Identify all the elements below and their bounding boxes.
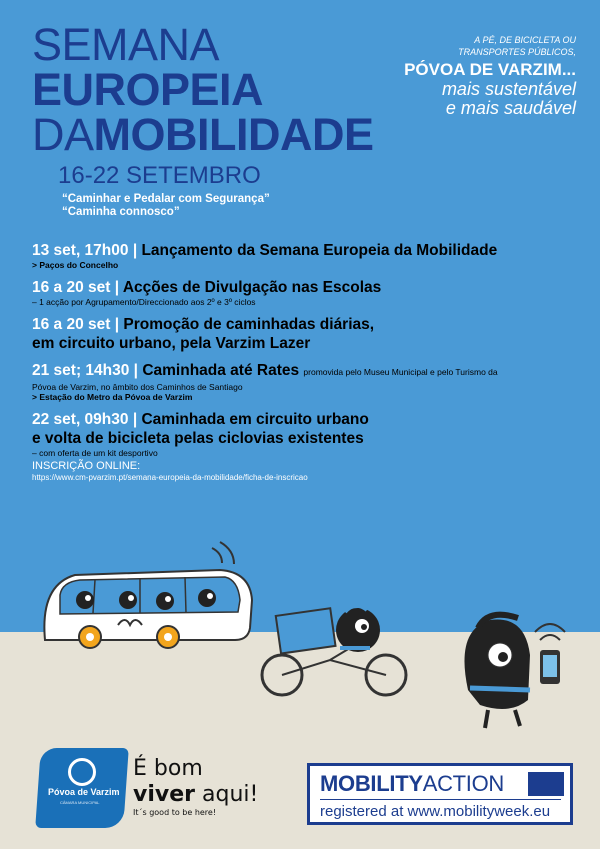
event-title-line-2: e volta de bicicleta pelas ciclovias existentes — [32, 430, 364, 447]
mobility-registered: registered at www.mobilityweek.eu — [320, 803, 551, 820]
mobility-word: MOBILITY — [320, 771, 423, 796]
event-date: 16 a 20 set | — [32, 316, 120, 333]
event-location: > Estação do Metro da Póvoa de Varzim — [32, 392, 193, 402]
bom-viver: viver — [133, 782, 195, 807]
event-date: 22 set, 09h30 | — [32, 411, 138, 428]
event-title-text: Caminhada em circuito urbano — [141, 411, 369, 428]
slogan-line-1: A PÉ, DE BICICLETA OU — [474, 35, 576, 45]
event-title-line-2: em circuito urbano, pela Varzim Lazer — [32, 335, 311, 352]
event-date: 16 a 20 set | — [32, 279, 120, 296]
registration-link[interactable]: https://www.cm-pvarzim.pt/semana-europeia-da-mobilidade/ficha-de-inscricao — [32, 473, 308, 482]
bom-viver-slogan — [133, 756, 258, 818]
event-inline-note: promovida pelo Museu Municipal e pelo Turismo da — [303, 367, 498, 377]
mobility-action-title — [320, 771, 504, 797]
event-title-text: Lançamento da Semana Europeia da Mobilidade — [141, 242, 498, 259]
registration-label: INSCRIÇÃO ONLINE: — [32, 460, 141, 472]
bom-line-1: É bom — [133, 756, 203, 781]
slogan-city: PÓVOA DE VARZIM... — [404, 60, 576, 79]
event-title-text: Caminhada até Rates — [142, 362, 300, 379]
event-note: – 1 acção por Agrupamento/Direccionado aos 2º e 3º ciclos — [32, 297, 256, 307]
bom-aqui: aqui! — [195, 782, 259, 807]
bus-illustration — [44, 542, 252, 648]
bom-line-3: It´s good to be here! — [133, 808, 217, 817]
slogan-line-2: TRANSPORTES PÚBLICOS, — [458, 47, 576, 57]
event-title-text: Acções de Divulgação nas Escolas — [122, 279, 382, 296]
quote-2: “Caminha connosco” — [62, 206, 180, 218]
mobility-action-badge — [307, 763, 573, 825]
event-date: 21 set; 14h30 | — [32, 362, 139, 379]
eu-flag-icon — [528, 772, 564, 796]
event-date: 13 set, 17h00 | — [32, 242, 138, 259]
action-word: ACTION — [422, 771, 505, 796]
povoa-logo-icon — [68, 758, 96, 786]
title-mobilidade: MOBILIDADE — [93, 109, 374, 160]
povoa-logo-sub: CÂMARA MUNICIPAL — [60, 800, 100, 805]
slogan-sub-1: mais sustentável — [441, 79, 576, 99]
cyclist-illustration — [262, 605, 406, 695]
walker-illustration — [464, 615, 565, 728]
event-title-text: Promoção de caminhadas diárias, — [123, 316, 375, 333]
event-note: Póvoa de Varzim, no âmbito dos Caminhos de Santiago — [32, 382, 243, 392]
title-line-2: EUROPEIA — [32, 64, 264, 115]
title-da: DA — [32, 109, 94, 160]
quote-1: “Caminhar e Pedalar com Segurança” — [62, 193, 270, 205]
event-note: > Paços do Concelho — [32, 260, 119, 270]
bom-line-2 — [133, 782, 258, 808]
event-dates: 16-22 SETEMBRO — [58, 162, 261, 189]
povoa-logo-name: Póvoa de Varzim — [48, 787, 120, 797]
event-note: – com oferta de um kit desportivo — [32, 448, 158, 458]
slogan-sub-2: e mais saudável — [445, 98, 576, 118]
mobility-divider — [320, 799, 561, 800]
title-line-1: SEMANA — [32, 19, 220, 70]
